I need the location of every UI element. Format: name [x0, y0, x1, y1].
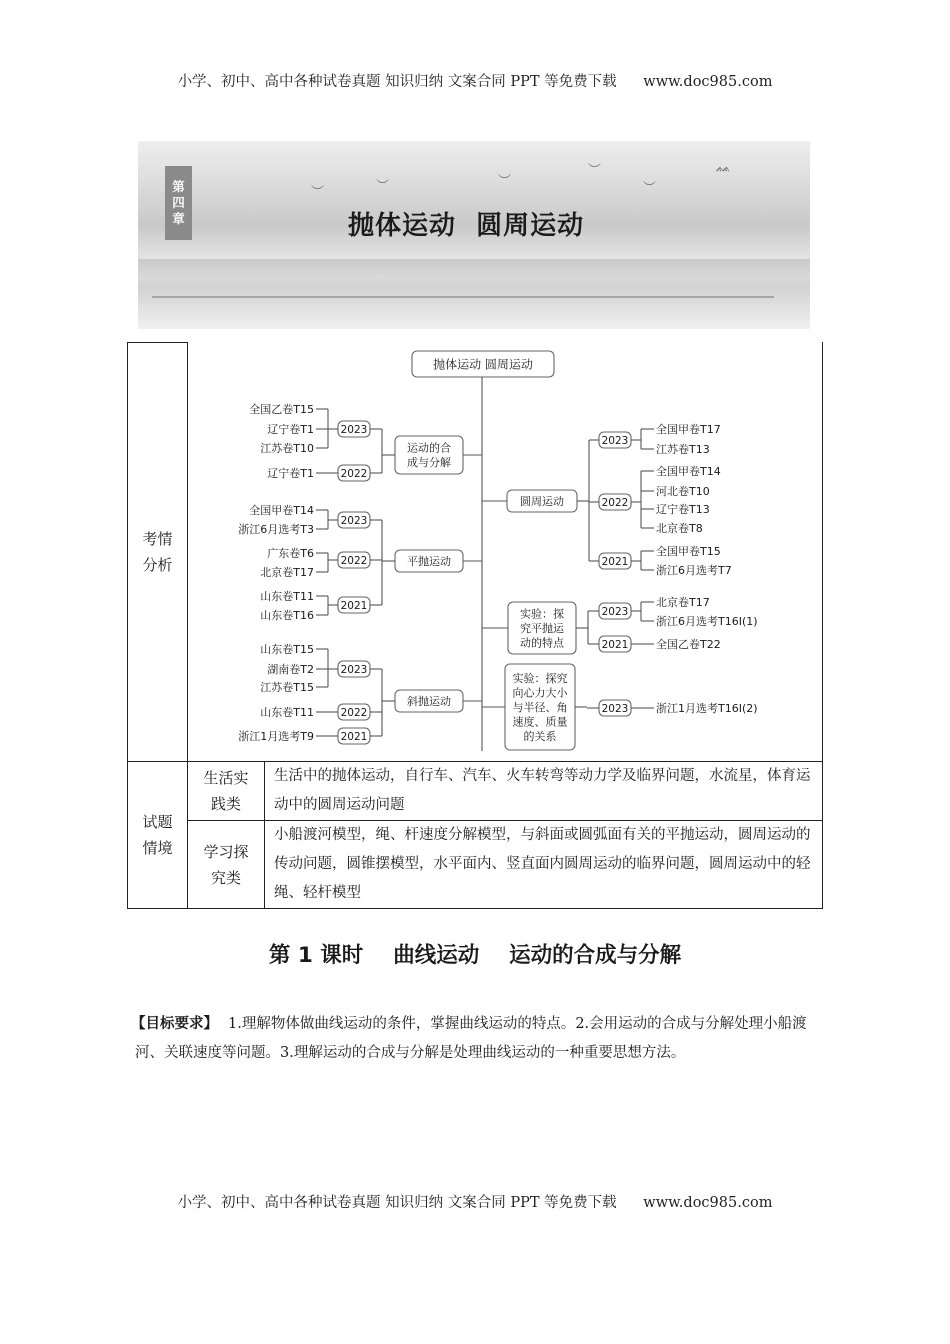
year-tag-label: 2021	[601, 555, 629, 568]
goal-paragraph	[131, 1010, 819, 1068]
footer-site-link[interactable]: www.doc985.com	[643, 1195, 773, 1211]
exam-item: 江苏卷T13	[656, 443, 710, 456]
banner-divider	[152, 296, 774, 298]
year-tag-label: 2021	[340, 730, 368, 743]
exam-item: 山东卷T16	[260, 609, 314, 622]
right-topic-label: 向心力大小	[512, 686, 568, 700]
exam-item: 江苏卷T15	[260, 681, 314, 694]
chapter-banner	[138, 141, 810, 329]
goal-text: 1.理解物体做曲线运动的条件，掌握曲线运动的特点。2.会用运动的合成与分解处理小船渡河、关联速度等问题。3.理解运动的合成与分解是处理曲线运动的一种重要思想方法。	[135, 1016, 807, 1061]
year-tag-label: 2023	[340, 423, 368, 436]
root-topic-label: 抛体运动 圆周运动	[433, 357, 533, 372]
year-tag-label: 2023	[340, 663, 368, 676]
kaoqing-label: 考情 分析	[128, 343, 188, 762]
category-life: 生活实 践类	[188, 762, 265, 821]
year-tag-label: 2023	[601, 434, 629, 447]
bird-icon: ᨐ	[716, 161, 732, 176]
exam-item: 江苏卷T10	[260, 442, 314, 455]
exam-item: 浙江6月选考T3	[238, 523, 314, 536]
exam-item: 山东卷T11	[260, 706, 314, 719]
exam-item: 广东卷T6	[267, 547, 314, 560]
banner-sea	[138, 259, 810, 279]
exam-item: 北京卷T17	[260, 566, 314, 579]
year-tag-label: 2023	[601, 702, 629, 715]
bird-icon: ︶	[311, 185, 325, 200]
right-topic-label: 实验：探究	[512, 671, 568, 685]
exam-item: 浙江1月选考T9	[238, 730, 314, 743]
exam-item: 山东卷T11	[260, 590, 314, 603]
header-text: 小学、初中、高中各种试卷真题 知识归纳 文案合同 PPT 等免费下载	[177, 74, 617, 90]
footer-text: 小学、初中、高中各种试卷真题 知识归纳 文案合同 PPT 等免费下载	[177, 1195, 617, 1211]
right-topic-label: 与半径、角	[512, 700, 568, 714]
left-topic-label: 运动的合	[407, 441, 451, 455]
exam-item: 湖南卷T2	[267, 663, 314, 676]
exam-item: 全国甲卷T15	[656, 545, 721, 558]
exam-item: 山东卷T15	[260, 643, 314, 656]
chapter-tag: 第 四 章	[165, 166, 192, 240]
right-topic-label: 动的特点	[520, 636, 564, 650]
chapter-title: 抛体运动 圆周运动	[348, 211, 585, 241]
right-topic-label: 的关系	[523, 729, 557, 743]
left-topic-label: 平抛运动	[407, 554, 451, 568]
right-topic-label: 圆周运动	[520, 494, 564, 508]
scenario-study-text: 小船渡河模型，绳、杆速度分解模型，与斜面或圆弧面有关的平抛运动，圆周运动的传动问题，圆锥摆模型，水平面内、竖直面内圆周运动的临界问题，圆周运动中的轻绳、轻杆模型	[265, 821, 823, 909]
lesson-title: 第 1 课时 曲线运动 运动的合成与分解	[268, 943, 682, 968]
year-tag-label: 2021	[601, 638, 629, 651]
mind-map	[188, 343, 822, 761]
right-topic-label: 究平抛运	[520, 621, 564, 635]
exam-item: 浙江1月选考T16Ⅰ(2)	[656, 702, 758, 715]
exam-item: 北京卷T17	[656, 596, 710, 609]
year-tag-label: 2022	[340, 467, 368, 480]
exam-item: 全国乙卷T22	[656, 638, 721, 651]
exam-item: 全国乙卷T15	[249, 403, 314, 416]
exam-item: 辽宁卷T13	[656, 503, 710, 516]
exam-item: 浙江6月选考T7	[656, 564, 732, 577]
exam-item: 河北卷T10	[656, 485, 710, 498]
page-header	[0, 70, 950, 91]
overview-table	[127, 342, 823, 909]
bird-icon: ︶	[643, 181, 657, 196]
exam-item: 辽宁卷T1	[267, 467, 314, 480]
year-tag-label: 2022	[601, 496, 629, 509]
right-topic-label: 速度、质量	[512, 715, 568, 729]
year-tag-label: 2022	[340, 554, 368, 567]
bird-icon: ︶	[498, 174, 512, 189]
exam-item: 辽宁卷T1	[267, 423, 314, 436]
right-topic-label: 实验：探	[520, 607, 564, 621]
exam-item: 全国甲卷T14	[249, 504, 314, 517]
category-study: 学习探 究类	[188, 821, 265, 909]
exam-item: 全国甲卷T17	[656, 423, 721, 436]
exam-item: 全国甲卷T14	[656, 465, 721, 478]
mindmap-cell	[188, 343, 823, 762]
year-tag-label: 2023	[601, 605, 629, 618]
goal-label: 【目标要求】	[131, 1016, 218, 1032]
left-topic-label: 斜抛运动	[407, 694, 451, 708]
scenario-life-text: 生活中的抛体运动，自行车、汽车、火车转弯等动力学及临界问题，水流星，体育运动中的圆周运动问题	[265, 762, 823, 821]
year-tag-label: 2022	[340, 706, 368, 719]
bird-icon: ︶	[376, 179, 390, 194]
header-site-link[interactable]: www.doc985.com	[643, 74, 773, 90]
year-tag-label: 2023	[340, 514, 368, 527]
exam-item: 北京卷T8	[656, 522, 703, 535]
shiti-label: 试题 情境	[128, 762, 188, 909]
bird-icon: ︶	[588, 163, 602, 178]
page-footer	[0, 1191, 950, 1212]
left-topic-label: 成与分解	[407, 456, 451, 470]
year-tag-label: 2021	[340, 599, 368, 612]
exam-item: 浙江6月选考T16Ⅰ(1)	[656, 615, 758, 628]
